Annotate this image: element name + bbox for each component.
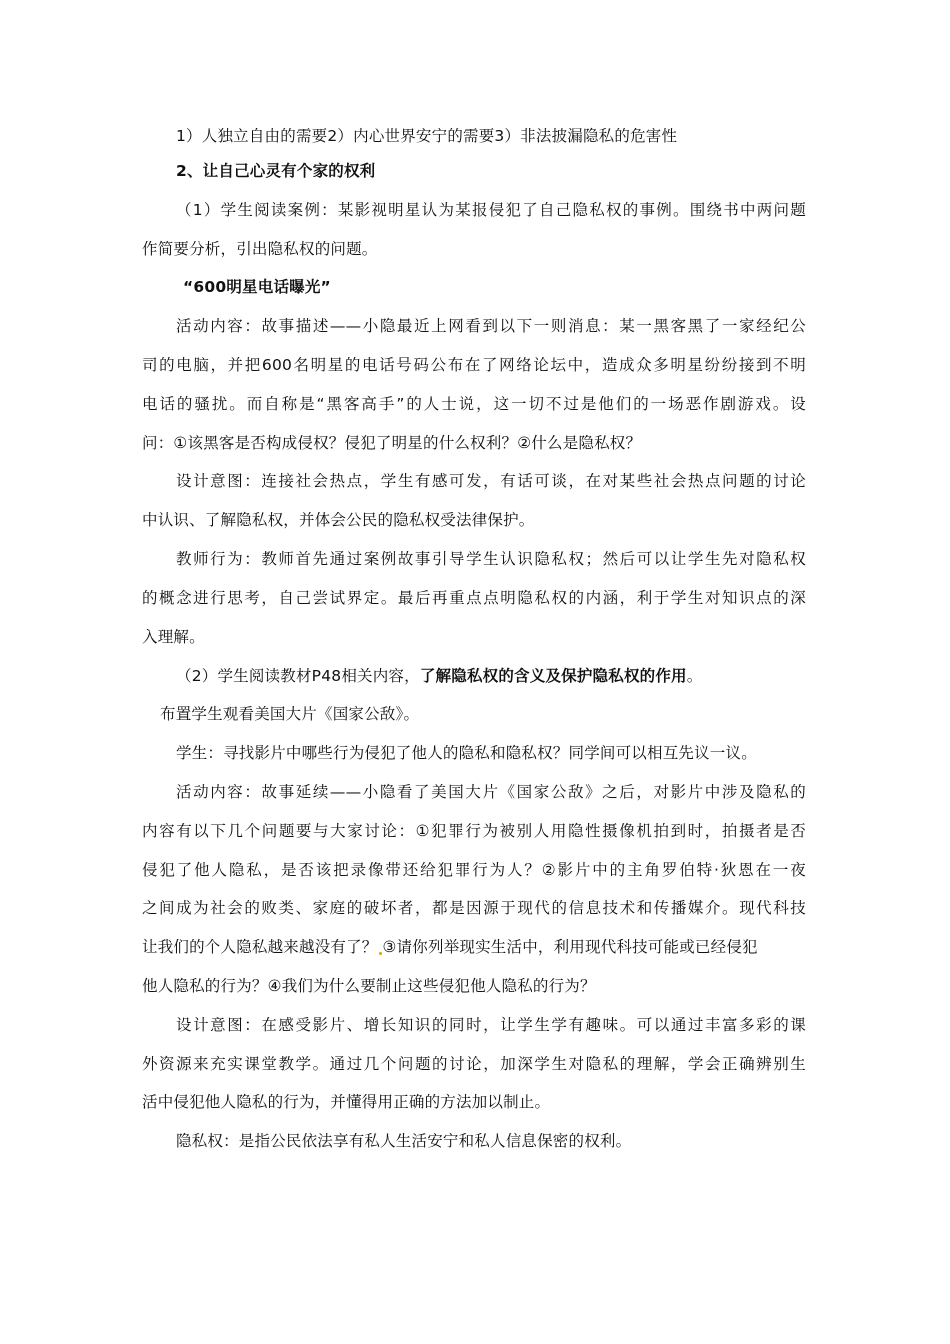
text-line xyxy=(142,936,758,958)
text-line: 设计意图：连接社会热点，学生有感可发，有话可谈，在对某些社会热点问题的讨论 xyxy=(176,472,806,490)
text-line: 司的电脑，并把600名明星的电话号码公布在了网络论坛中，造成众多明星纷纷接到不明 xyxy=(142,356,806,374)
text-line: 活动内容：故事描述——小隐最近上网看到以下一则消息：某一黑客黑了一家经纪公 xyxy=(176,317,806,335)
text-line: 教师行为：教师首先通过案例故事引导学生认识隐私权；然后可以让学生先对隐私权 xyxy=(176,550,806,568)
case-title: “600明星电话曝光” xyxy=(183,278,331,296)
text-line: 活中侵犯他人隐私的行为，并懂得用正确的方法加以制止。 xyxy=(142,1093,551,1111)
text-line: 入理解。 xyxy=(142,628,205,646)
text-line: 设计意图：在感受影片、增长知识的同时，让学生学有趣味。可以通过丰富多彩的课 xyxy=(176,1016,806,1034)
text-line: （1）学生阅读案例：某影视明星认为某报侵犯了自己隐私权的事例。围绕书中两问题 xyxy=(176,201,806,219)
text-line: 1）人独立自由的需要2）内心世界安宁的需要3）非法披漏隐私的危害性 xyxy=(176,127,678,145)
text-line: 问：①该黑客是否构成侵权？侵犯了明星的什么权利？②什么是隐私权？ xyxy=(142,434,642,452)
text-line xyxy=(176,665,702,687)
text-line: 他人隐私的行为？④我们为什么要制止这些侵犯他人隐私的行为？ xyxy=(142,977,596,995)
text-line: 内容有以下几个问题要与大家讨论：①犯罪行为被别人用隐性摄像机拍到时，拍摄者是否 xyxy=(142,822,806,840)
text-line: 之间成为社会的败类、家庭的破坏者，都是因源于现代的信息技术和传播媒介。现代科技 xyxy=(142,899,806,917)
text-line: 的概念进行思考，自己尝试界定。最后再重点点明隐私权的内涵，利于学生对知识点的深 xyxy=(142,589,806,607)
text-line: 隐私权：是指公民依法享有私人生活安宁和私人信息保密的权利。 xyxy=(176,1132,632,1150)
text-segment: 让我们的个人隐私越来越没有了？ xyxy=(142,938,378,956)
text-segment: （2）学生阅读教材P48相关内容， xyxy=(176,667,420,685)
text-segment: ③请你列举现实生活中，利用现代科技可能或已经侵犯 xyxy=(382,938,758,956)
text-line: 布置学生观看美国大片《国家公敌》。 xyxy=(160,705,420,723)
text-line: 侵犯了他人隐私，是否该把录像带还给犯罪行为人？②影片中的主角罗伯特·狄恩在一夜 xyxy=(142,861,806,879)
text-line: 中认识、了解隐私权，并体会公民的隐私权受法律保护。 xyxy=(142,511,535,529)
mark-dot xyxy=(379,952,382,955)
text-line: 电话的骚扰。而自称是“黑客高手”的人士说，这一切不过是他们的一场恶作剧游戏。设 xyxy=(142,395,806,413)
emphasis-text: 了解隐私权的含义及保护隐私权的作用 xyxy=(419,667,687,685)
section-heading: 2、让自己心灵有个家的权利 xyxy=(176,162,376,180)
text-line: 活动内容：故事延续——小隐看了美国大片《国家公敌》之后，对影片中涉及隐私的 xyxy=(176,783,806,801)
text-line: 学生：寻找影片中哪些行为侵犯了他人的隐私和隐私权？同学间可以相互先议一议。 xyxy=(176,744,757,762)
text-segment: 。 xyxy=(686,667,703,685)
text-line: 作简要分析，引出隐私权的问题。 xyxy=(142,240,378,258)
text-line: 外资源来充实课堂教学。通过几个问题的讨论，加深学生对隐私的理解，学会正确辨别生 xyxy=(142,1055,806,1073)
